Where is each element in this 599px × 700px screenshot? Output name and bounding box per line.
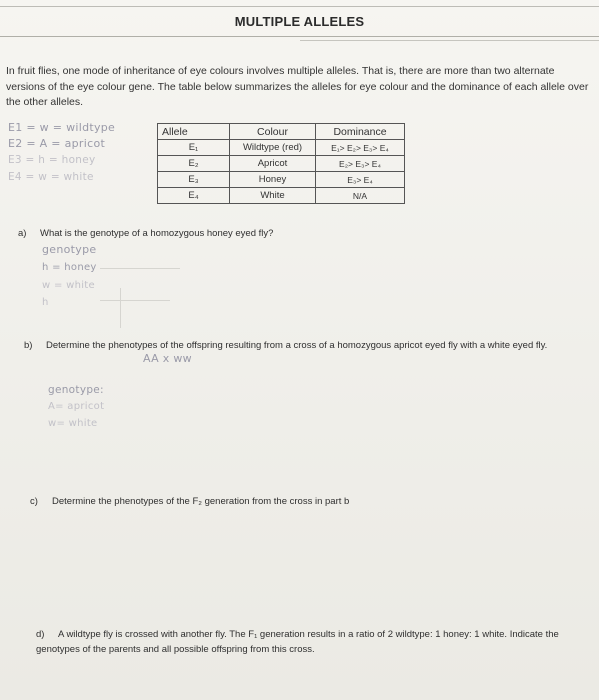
allele-cell: E₂ bbox=[158, 156, 230, 172]
question-a bbox=[18, 226, 578, 241]
question-text: Determine the phenotypes of the F₂ generation from the cross in part b bbox=[52, 496, 350, 507]
question-b bbox=[24, 338, 579, 353]
handwritten-note: E3 = h = honey bbox=[8, 154, 96, 166]
table-row bbox=[158, 172, 405, 188]
handwritten-note: AA x ww bbox=[143, 352, 192, 365]
question-label: b) bbox=[24, 340, 33, 351]
handwritten-note: E1 = w = wildtype bbox=[8, 121, 116, 134]
question-text: A wildtype fly is crossed with another fly. The F₁ generation results in a ratio of 2 wildtype: 1 honey: 1 white. Indicate the genotypes of the parents and all possible offspring from this cross. bbox=[36, 629, 559, 655]
column-header: Allele bbox=[158, 124, 230, 140]
question-label: a) bbox=[18, 228, 27, 239]
handwritten-note: h bbox=[42, 297, 49, 308]
question-text: Determine the phenotypes of the offspring resulting from a cross of a homozygous apricot eyed fly with a white eyed fly. bbox=[46, 340, 548, 351]
table-row bbox=[158, 188, 405, 204]
colour-cell: Apricot bbox=[230, 156, 316, 172]
allele-table bbox=[157, 123, 405, 204]
question-text: What is the genotype of a homozygous honey eyed fly? bbox=[40, 228, 274, 239]
question-c bbox=[30, 494, 580, 509]
pencil-mark bbox=[100, 300, 170, 301]
page-title: MULTIPLE ALLELES bbox=[234, 14, 365, 29]
dominance-cell: E₂> E₃> E₄ bbox=[316, 156, 405, 172]
title-rule-secondary bbox=[300, 40, 599, 41]
handwritten-note: w = white bbox=[42, 280, 95, 291]
allele-cell: E₁ bbox=[158, 140, 230, 156]
colour-cell: Wildtype (red) bbox=[230, 140, 316, 156]
allele-cell: E₄ bbox=[158, 188, 230, 204]
handwritten-note: genotype: bbox=[48, 384, 104, 396]
handwritten-note: w= white bbox=[48, 418, 98, 429]
table-header-row bbox=[158, 124, 405, 140]
dominance-cell: E₁> E₂> E₃> E₄ bbox=[316, 140, 405, 156]
colour-cell: Honey bbox=[230, 172, 316, 188]
handwritten-note: genotype bbox=[42, 243, 97, 256]
column-header: Colour bbox=[230, 124, 316, 140]
dominance-cell: E₃> E₄ bbox=[316, 172, 405, 188]
dominance-cell: N/A bbox=[316, 188, 405, 204]
pencil-mark bbox=[120, 288, 121, 328]
handwritten-note: E2 = A = apricot bbox=[8, 137, 106, 150]
column-header: Dominance bbox=[316, 124, 405, 140]
handwritten-note: E4 = w = white bbox=[8, 171, 94, 183]
question-label: d) bbox=[36, 629, 45, 640]
allele-cell: E₃ bbox=[158, 172, 230, 188]
question-d bbox=[36, 627, 581, 657]
handwritten-note: A= apricot bbox=[48, 401, 105, 412]
pencil-mark bbox=[100, 268, 180, 269]
table-row bbox=[158, 156, 405, 172]
question-label: c) bbox=[30, 496, 38, 507]
intro-paragraph: In fruit flies, one mode of inheritance of eye colours involves multiple alleles. That is, there are more than two alternate versions of the eye colour gene. The table below summarizes the alleles for eye colour and the dominance of each allele over the other alleles. bbox=[6, 65, 589, 108]
table-row bbox=[158, 140, 405, 156]
title-rule bbox=[0, 36, 599, 37]
top-rule bbox=[0, 6, 599, 7]
colour-cell: White bbox=[230, 188, 316, 204]
handwritten-note: h = honey bbox=[42, 262, 97, 273]
